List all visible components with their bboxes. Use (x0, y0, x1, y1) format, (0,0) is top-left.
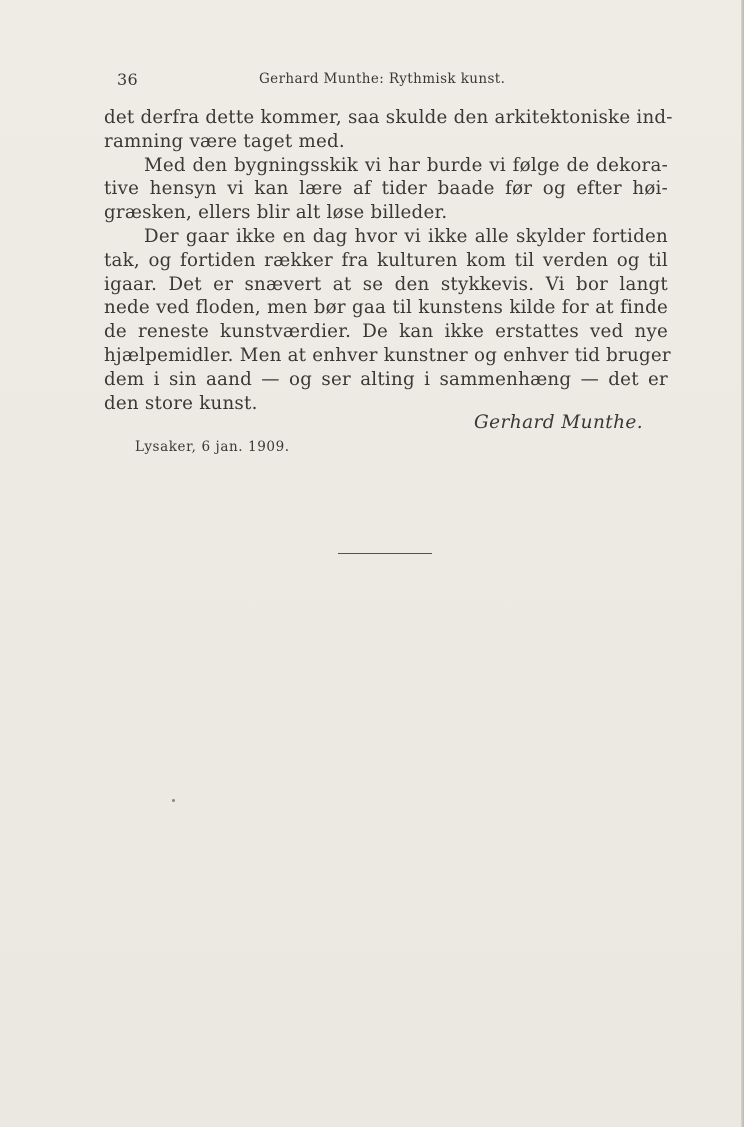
text-line: tive hensyn vi kan lære af tider baade før og efter høi- (104, 178, 668, 200)
page-header (117, 70, 637, 92)
dateline: Lysaker, 6 jan. 1909. (135, 439, 290, 455)
text-line: Med den bygningsskik vi har burde vi følge de dekora- (144, 154, 668, 176)
text-line: ramning være taget med. (104, 130, 345, 152)
text-line: den store kunst. (104, 392, 258, 414)
page-number: 36 (117, 70, 138, 89)
paper-speck (172, 799, 175, 802)
text-line: tak, og fortiden rækker fra kulturen kom til verden og til (104, 249, 668, 271)
body-text (104, 106, 673, 415)
text-line: det derfra dette kommer, saa skulde den arkitektoniske ind- (104, 107, 673, 128)
running-title: Gerhard Munthe: Rythmisk kunst. (259, 71, 506, 87)
text-line: nede ved floden, men bør gaa til kunstens kilde for at finde (104, 297, 668, 319)
text-line: igaar. Det er snævert at se den stykkevis. Vi bor langt (104, 273, 668, 295)
section-divider (338, 553, 432, 554)
text-line: de reneste kunstværdier. De kan ikke erstattes ved nye (104, 321, 668, 343)
text-line: hjælpemidler. Men at enhver kunstner og enhver tid bruger (104, 344, 671, 366)
author-signature: Gerhard Munthe. (474, 412, 644, 433)
text-line: dem i sin aand — og ser alting i sammenhæng — det er (104, 368, 668, 390)
text-line: Der gaar ikke en dag hvor vi ikke alle skylder fortiden (144, 225, 668, 247)
text-line: græsken, ellers blir alt løse billeder. (104, 202, 448, 224)
